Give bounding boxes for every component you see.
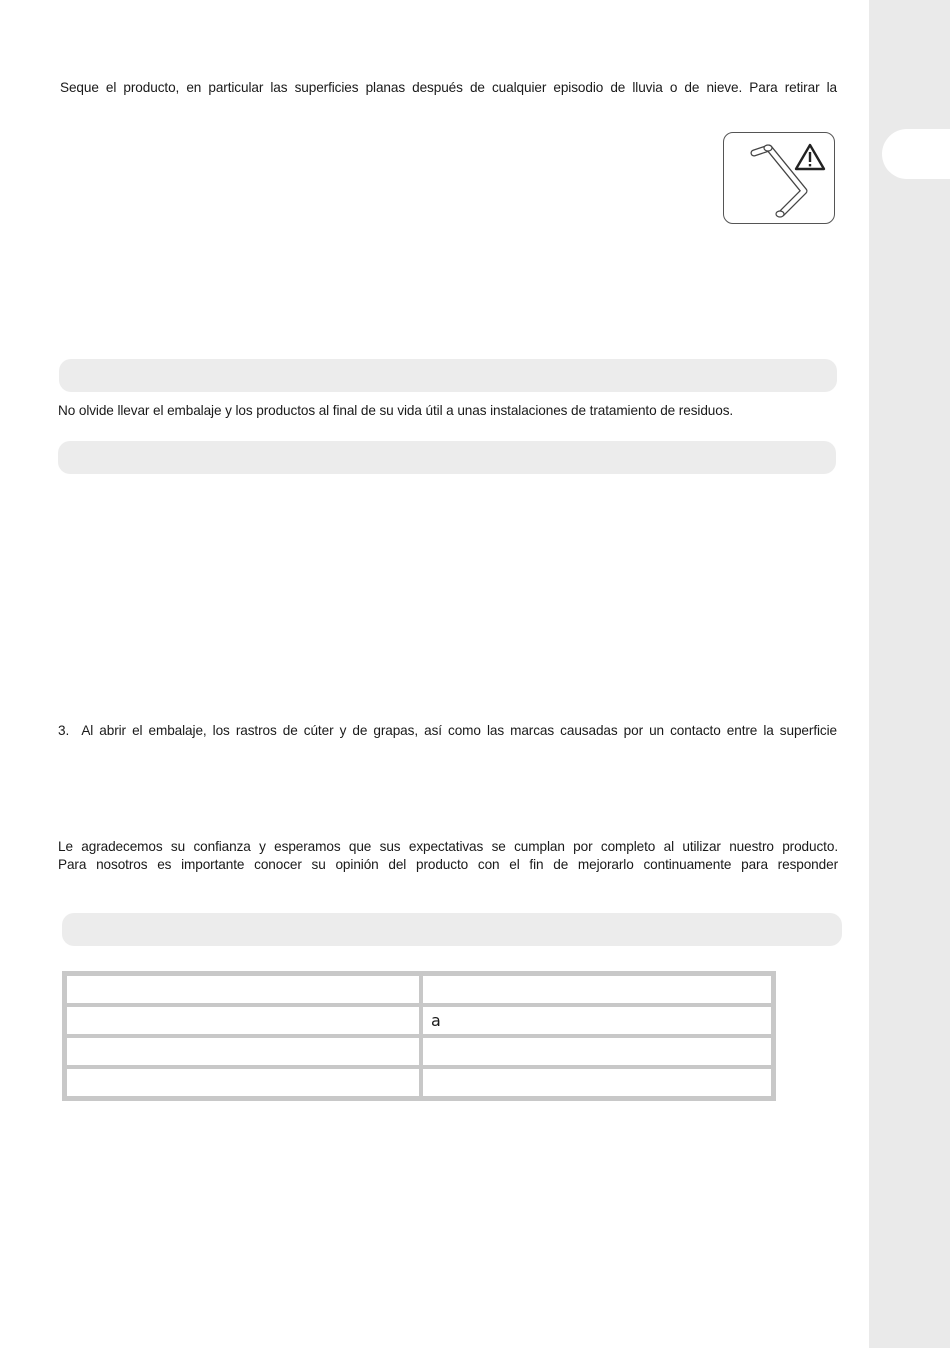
table-cell — [421, 1067, 773, 1098]
section-header-bar-1 — [59, 359, 837, 392]
table-cell — [65, 1067, 421, 1098]
table-row — [65, 1005, 773, 1036]
table-row — [65, 974, 773, 1005]
paragraph-thanks-line-2: Para nosotros es importante conocer su opinión del producto con el fin de mejorarlo continuamente para responder — [58, 857, 838, 872]
paragraph-dry-product: Seque el producto, en particular las superficies planas después de cualquier episodio de lluvia o de nieve. Para retirar la — [60, 80, 837, 95]
table-cell — [65, 1005, 421, 1036]
paragraph-unpacking: 3. Al abrir el embalaje, los rastros de cúter y de grapas, así como las marcas causadas por un contacto entre la superficie — [58, 723, 837, 738]
side-section-tab — [882, 129, 950, 179]
section-header-bar-3 — [62, 913, 842, 946]
paragraph-thanks-line-1: Le agradecemos su confianza y esperamos que sus expectativas se cumplan por completo al utilizar nuestro producto. — [58, 839, 838, 854]
section-header-bar-2 — [58, 441, 836, 474]
specification-table — [62, 971, 776, 1101]
table-cell — [65, 974, 421, 1005]
table-row — [65, 1036, 773, 1067]
paragraph-recycling: No olvide llevar el embalaje y los productos al final de su vida útil a unas instalaciones de tratamiento de residuos. — [58, 403, 734, 418]
table-cell: a — [421, 1005, 773, 1036]
table-cell — [65, 1036, 421, 1067]
table-cell — [421, 974, 773, 1005]
side-margin-strip — [869, 0, 950, 1348]
allen-key-warning-icon — [723, 132, 835, 224]
table-row — [65, 1067, 773, 1098]
table-cell — [421, 1036, 773, 1067]
